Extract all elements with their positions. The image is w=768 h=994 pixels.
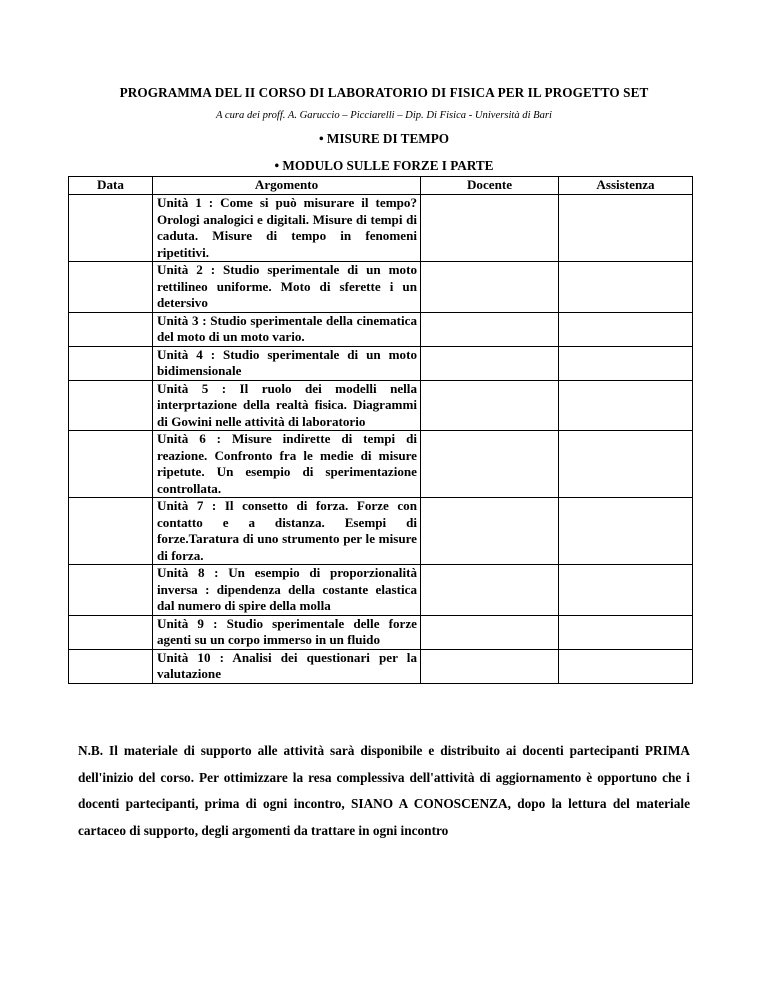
column-header-assistenza: Assistenza	[559, 177, 693, 195]
assistenza-cell	[559, 195, 693, 262]
argomento-text: Unità 2 : Studio sperimentale di un moto rettilineo uniforme. Moto di sferette i un detersivo	[157, 262, 417, 310]
assistenza-cell	[559, 615, 693, 649]
argomento-text: Unità 10 : Analisi dei questionari per la valutazione	[157, 649, 417, 681]
table-row	[69, 346, 693, 380]
note-paragraph: N.B. Il materiale di supporto alle attività sarà disponibile e distribuito ai docenti partecipanti PRIMA dell'inizio del corso. Per ottimizzare la resa complessiva dell'attività di aggiornamento è opportuno che i docenti partecipanti, prima di ogni incontro, SIANO A CONOSCENZA, dopo la lettura del materiale cartaceo di supporto, degli argomenti da trattare in ogni incontro	[78, 743, 690, 838]
argomento-cell	[153, 431, 421, 498]
section-heading-misure: • MISURE DI TEMPO	[318, 131, 450, 146]
data-cell	[69, 565, 153, 616]
column-header-docente: Docente	[421, 177, 559, 195]
argomento-cell	[153, 498, 421, 565]
argomento-text: Unità 1 : Come si può misurare il tempo? Orologi analogici e digitali. Misure di tempi di caduta. Misure di tempo in fenomeni ripetitivi.	[157, 195, 417, 260]
table-row	[69, 195, 693, 262]
table-row	[69, 380, 693, 431]
assistenza-cell	[559, 431, 693, 498]
table-row	[69, 262, 693, 313]
docente-cell	[421, 431, 559, 498]
docente-cell	[421, 615, 559, 649]
data-cell	[69, 312, 153, 346]
program-table	[68, 176, 693, 684]
section-heading-forze: • MODULO SULLE FORZE I PARTE	[274, 158, 494, 173]
table-header-row	[69, 177, 693, 195]
docente-cell	[421, 380, 559, 431]
docente-cell	[421, 498, 559, 565]
document-subtitle: A cura dei proff. A. Garuccio – Picciarelli – Dip. Di Fisica - Università di Bari	[215, 110, 552, 121]
argomento-cell	[153, 262, 421, 313]
data-cell	[69, 262, 153, 313]
assistenza-cell	[559, 498, 693, 565]
table-row	[69, 615, 693, 649]
assistenza-cell	[559, 380, 693, 431]
argomento-cell	[153, 649, 421, 683]
assistenza-cell	[559, 346, 693, 380]
data-cell	[69, 380, 153, 431]
argomento-cell	[153, 565, 421, 616]
argomento-text: Unità 3 : Studio sperimentale della cinematica del moto di un moto vario.	[157, 312, 417, 344]
data-cell	[69, 649, 153, 683]
argomento-cell	[153, 615, 421, 649]
data-cell	[69, 346, 153, 380]
table-row	[69, 649, 693, 683]
column-header-argomento: Argomento	[153, 177, 421, 195]
data-cell	[69, 195, 153, 262]
assistenza-cell	[559, 312, 693, 346]
argomento-text: Unità 8 : Un esempio di proporzionalità inversa : dipendenza della costante elastica dal numero di spire della molla	[157, 565, 417, 613]
docente-cell	[421, 649, 559, 683]
argomento-text: Unità 4 : Studio sperimentale di un moto bidimensionale	[157, 346, 417, 378]
docente-cell	[421, 565, 559, 616]
table-row	[69, 312, 693, 346]
column-header-data: Data	[69, 177, 153, 195]
data-cell	[69, 498, 153, 565]
table-row	[69, 431, 693, 498]
docente-cell	[421, 262, 559, 313]
argomento-cell	[153, 346, 421, 380]
assistenza-cell	[559, 262, 693, 313]
data-cell	[69, 431, 153, 498]
docente-cell	[421, 312, 559, 346]
argomento-cell	[153, 195, 421, 262]
argomento-cell	[153, 312, 421, 346]
table-row	[69, 565, 693, 616]
docente-cell	[421, 346, 559, 380]
data-cell	[69, 615, 153, 649]
docente-cell	[421, 195, 559, 262]
argomento-text: Unità 7 : Il consetto di forza. Forze con contatto e a distanza. Esempi di forze.Taratura di uno strumento per le misure di forza.	[157, 498, 417, 563]
argomento-cell	[153, 380, 421, 431]
document-title: PROGRAMMA DEL II CORSO DI LABORATORIO DI FISICA PER IL PROGETTO SET	[119, 85, 649, 100]
assistenza-cell	[559, 565, 693, 616]
argomento-text: Unità 5 : Il ruolo dei modelli nella interprtazione della realtà fisica. Diagrammi di Gowini nelle attività di laboratorio	[157, 380, 417, 429]
assistenza-cell	[559, 649, 693, 683]
argomento-text: Unità 6 : Misure indirette di tempi di reazione. Confronto fra le medie di misure ripetute. Un esempio di sperimentazione controllata.	[157, 431, 417, 496]
table-row	[69, 498, 693, 565]
argomento-text: Unità 9 : Studio sperimentale delle forze agenti su un corpo immerso in un fluido	[157, 615, 417, 647]
